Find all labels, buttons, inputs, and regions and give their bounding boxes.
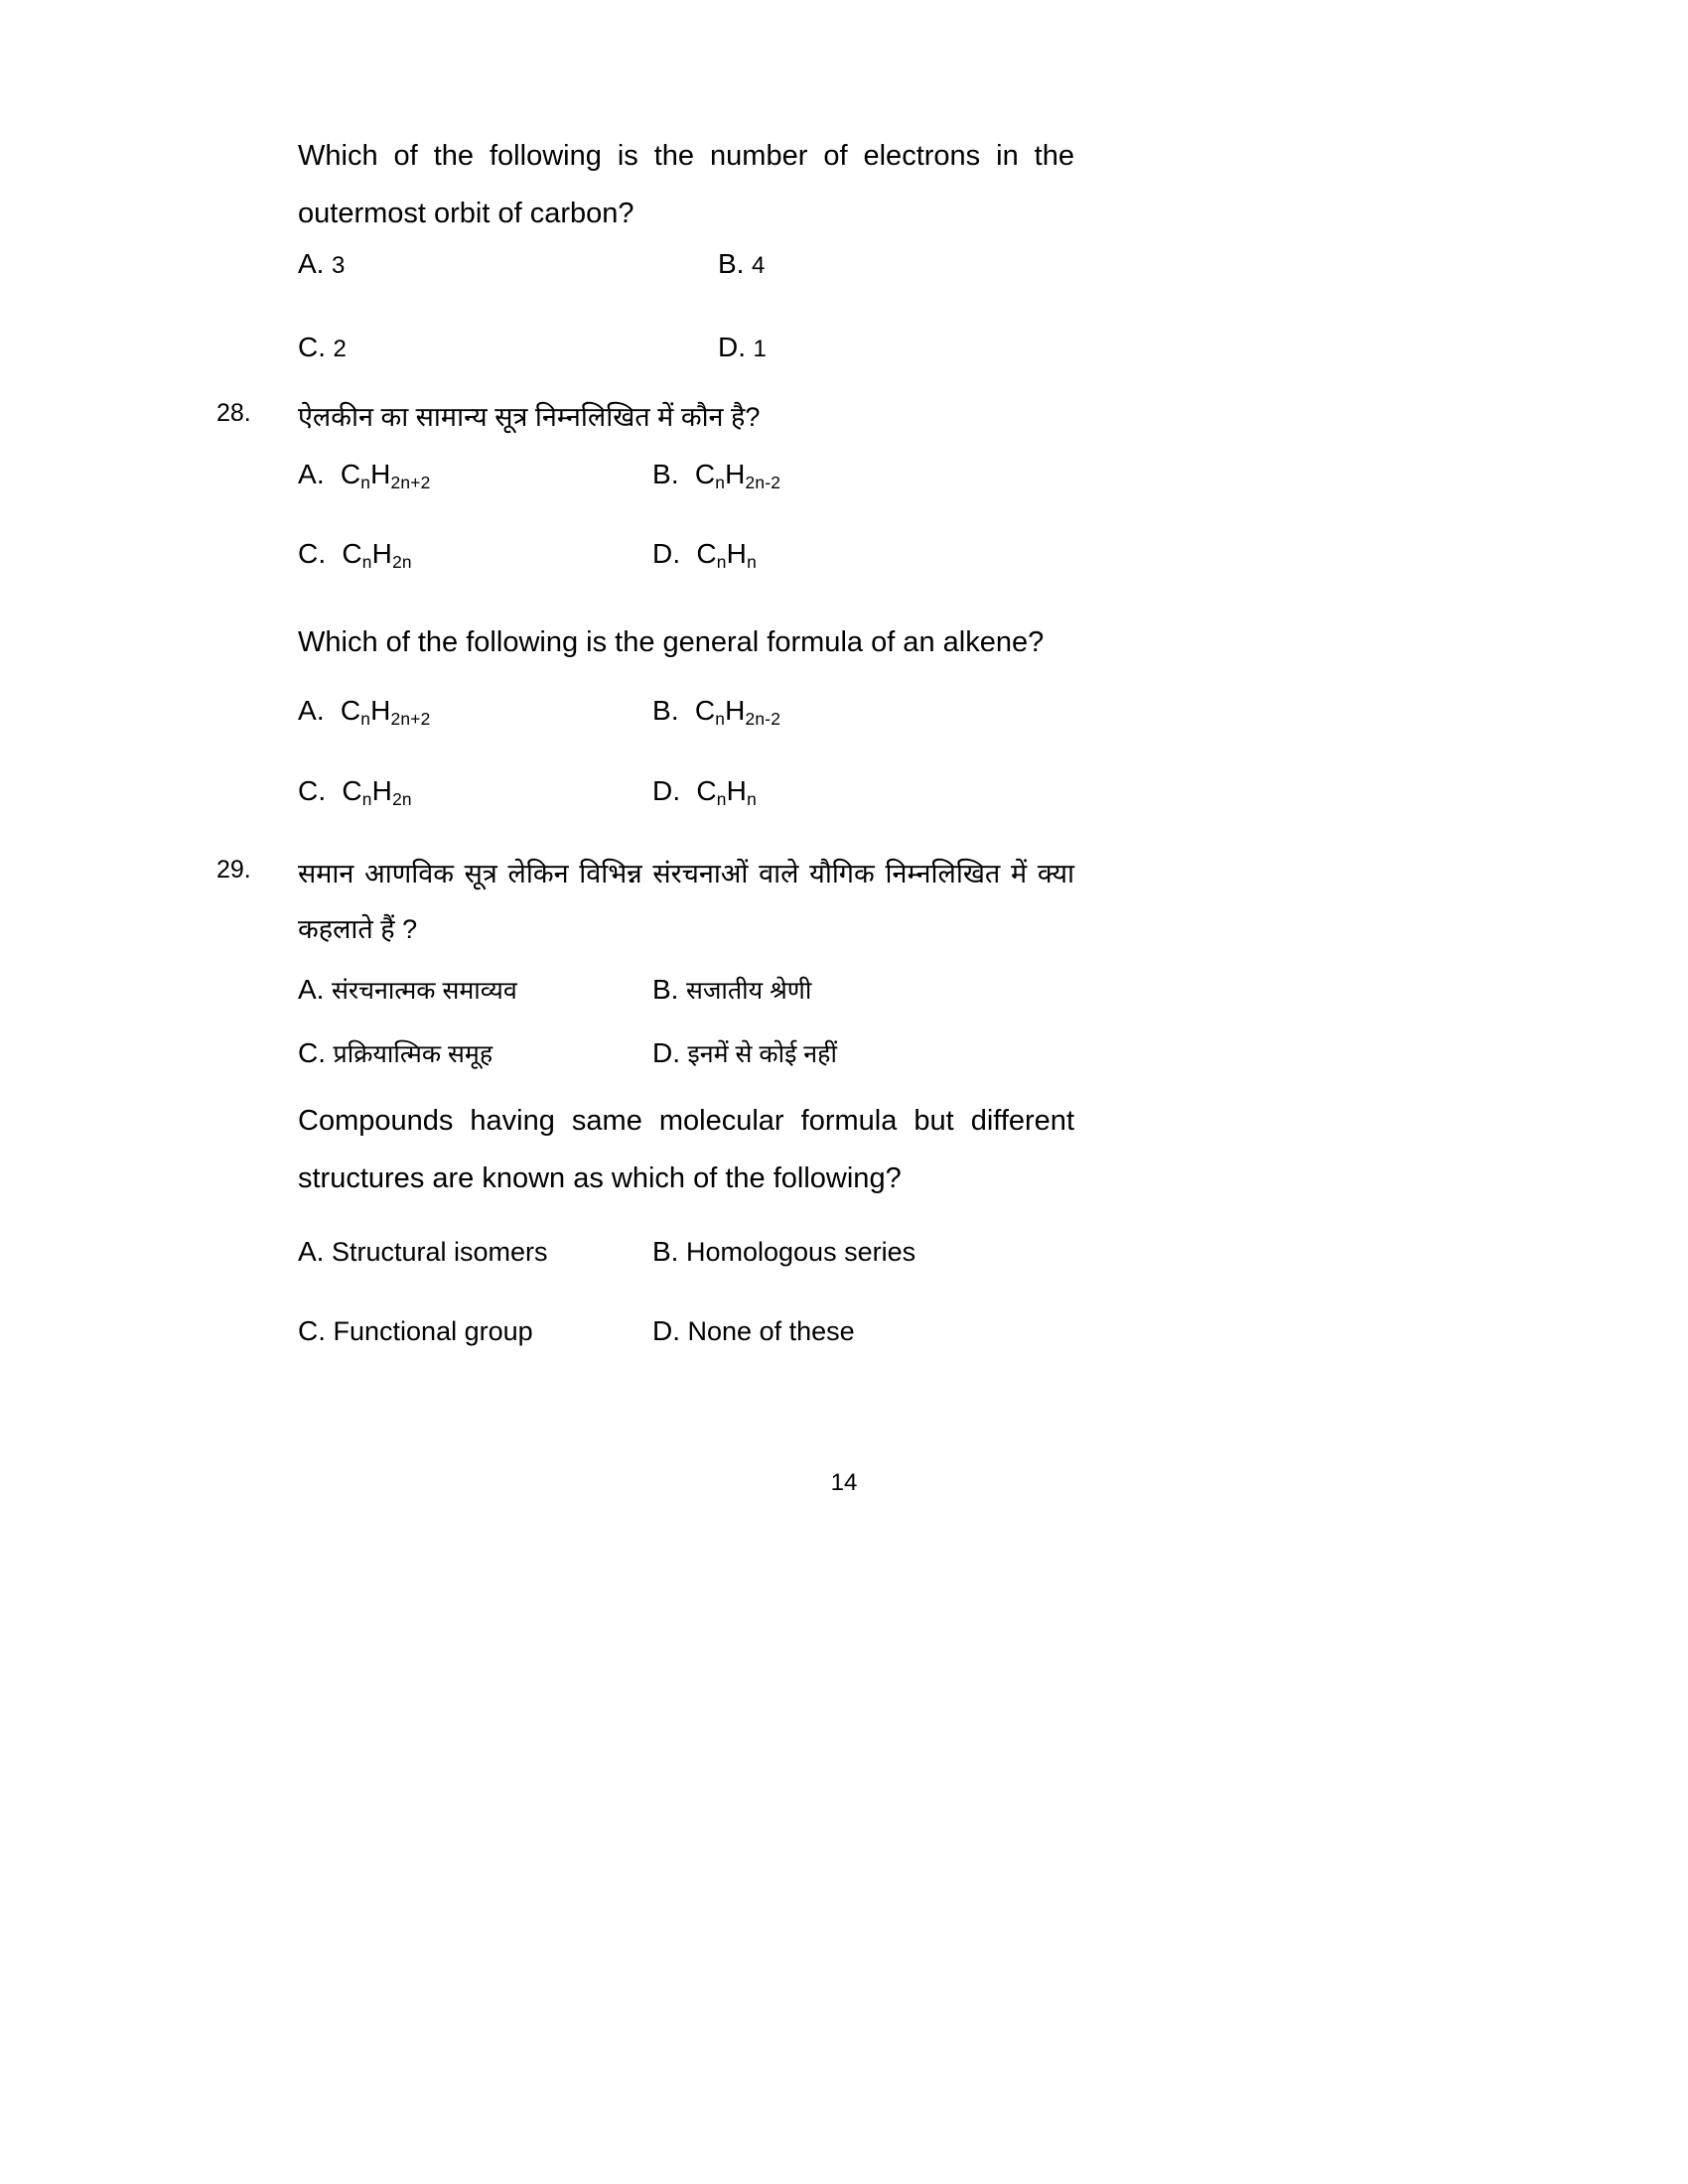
option-d-english-29[interactable] bbox=[652, 1315, 855, 1347]
option-row-english-ab-28 bbox=[298, 695, 1092, 735]
option-d-hindi-29[interactable] bbox=[652, 1036, 837, 1070]
option-c-value: प्रक्रियात्मिक समूह bbox=[333, 1040, 493, 1068]
option-a-value: संरचनात्मक समाव्यव bbox=[331, 977, 517, 1005]
option-b-formula: $C_nH_{2n-2}$ bbox=[694, 459, 781, 492]
question-number-28: 28. bbox=[216, 399, 251, 427]
option-a-formula: $C_nH_{2n+2}$ bbox=[340, 695, 431, 729]
option-b[interactable] bbox=[718, 248, 765, 280]
option-d-label: D. bbox=[652, 538, 681, 569]
option-d-formula: $C_nH_n$ bbox=[696, 775, 757, 809]
option-b-label: B. bbox=[718, 248, 745, 279]
option-a-english-28[interactable] bbox=[298, 695, 430, 730]
option-d-label: D. bbox=[652, 775, 681, 806]
option-row-hindi-ab-28 bbox=[298, 459, 1092, 498]
question-text-english: Which of the following is the number of electrons in the outermost orbit of carbon? bbox=[298, 140, 1074, 229]
question-text-english-28: Which of the following is the general formula of an alkene? bbox=[298, 626, 1045, 658]
option-a-label: A. bbox=[298, 974, 325, 1005]
option-row-english-cd-28 bbox=[298, 775, 1092, 815]
option-c-formula: $C_nH_{2n}$ bbox=[342, 775, 412, 809]
option-row-hindi-cd-29 bbox=[298, 1036, 1092, 1076]
option-row-english-ab-29 bbox=[298, 1236, 1092, 1276]
option-c-value: 2 bbox=[333, 336, 347, 362]
option-a-value: 3 bbox=[331, 252, 346, 279]
option-d-hindi-28[interactable] bbox=[652, 538, 757, 573]
option-c-label: C. bbox=[298, 1037, 326, 1068]
question-text-english-29: Compounds having same molecular formula but different structures are known as which of the following? bbox=[298, 1105, 1074, 1194]
option-d-value: 1 bbox=[753, 336, 767, 362]
option-row-cd bbox=[298, 332, 1092, 371]
option-c-label: C. bbox=[298, 332, 326, 362]
option-d-label: D. bbox=[718, 332, 746, 362]
option-c[interactable] bbox=[298, 332, 347, 363]
option-b-formula: $C_nH_{2n-2}$ bbox=[694, 695, 781, 729]
option-c-label: C. bbox=[298, 538, 327, 569]
option-a[interactable] bbox=[298, 248, 345, 280]
option-a-hindi-29[interactable] bbox=[298, 973, 517, 1007]
option-a-label: A. bbox=[298, 459, 325, 489]
option-a-hindi-28[interactable] bbox=[298, 459, 430, 493]
option-c-hindi-29[interactable] bbox=[298, 1036, 492, 1070]
option-a-value: Structural isomers bbox=[331, 1237, 548, 1267]
option-d-value: None of these bbox=[687, 1316, 855, 1346]
option-row-english-cd-29 bbox=[298, 1315, 1092, 1355]
question-number-29: 29. bbox=[216, 856, 251, 884]
option-b-hindi-29[interactable] bbox=[652, 973, 811, 1007]
option-row-ab bbox=[298, 248, 1092, 288]
option-b-english-28[interactable] bbox=[652, 695, 780, 730]
option-b-value: Homologous series bbox=[685, 1237, 916, 1267]
option-b-label: B. bbox=[652, 459, 679, 489]
option-c-hindi-28[interactable] bbox=[298, 538, 412, 573]
option-b-label: B. bbox=[652, 974, 679, 1005]
option-d-label: D. bbox=[652, 1037, 680, 1068]
option-a-formula: $C_nH_{2n+2}$ bbox=[340, 459, 431, 492]
question-text-hindi-29: समान आणविक सूत्र लेकिन विभिन्न संरचनाओं वाले यौगिक निम्नलिखित में क्या कहलाते हैं ? bbox=[298, 859, 1074, 944]
option-b-hindi-28[interactable] bbox=[652, 459, 780, 493]
option-a-english-29[interactable] bbox=[298, 1236, 548, 1268]
option-d-value: इनमें से कोई नहीं bbox=[687, 1040, 837, 1068]
option-c-label: C. bbox=[298, 775, 327, 806]
option-b-label: B. bbox=[652, 695, 679, 726]
option-a-label: A. bbox=[298, 1236, 325, 1267]
option-row-hindi-ab-29 bbox=[298, 973, 1092, 1013]
option-d[interactable] bbox=[718, 332, 767, 363]
option-b-value: सजातीय श्रेणी bbox=[685, 977, 812, 1005]
question-text-hindi-28: ऐलकीन का सामान्य सूत्र निम्नलिखित में कौन है? bbox=[298, 402, 761, 432]
option-b-label: B. bbox=[652, 1236, 679, 1267]
option-d-label: D. bbox=[652, 1315, 680, 1346]
option-c-english-28[interactable] bbox=[298, 775, 412, 810]
option-c-value: Functional group bbox=[333, 1316, 533, 1346]
option-b-value: 4 bbox=[751, 252, 766, 279]
page-number: 14 bbox=[830, 1469, 858, 1496]
option-row-hindi-cd-28 bbox=[298, 538, 1092, 578]
option-c-english-29[interactable] bbox=[298, 1315, 533, 1347]
option-c-label: C. bbox=[298, 1315, 326, 1346]
option-a-label: A. bbox=[298, 248, 325, 279]
option-a-label: A. bbox=[298, 695, 325, 726]
option-d-english-28[interactable] bbox=[652, 775, 757, 810]
option-b-english-29[interactable] bbox=[652, 1236, 915, 1268]
option-d-formula: $C_nH_n$ bbox=[696, 538, 757, 572]
option-c-formula: $C_nH_{2n}$ bbox=[342, 538, 412, 572]
